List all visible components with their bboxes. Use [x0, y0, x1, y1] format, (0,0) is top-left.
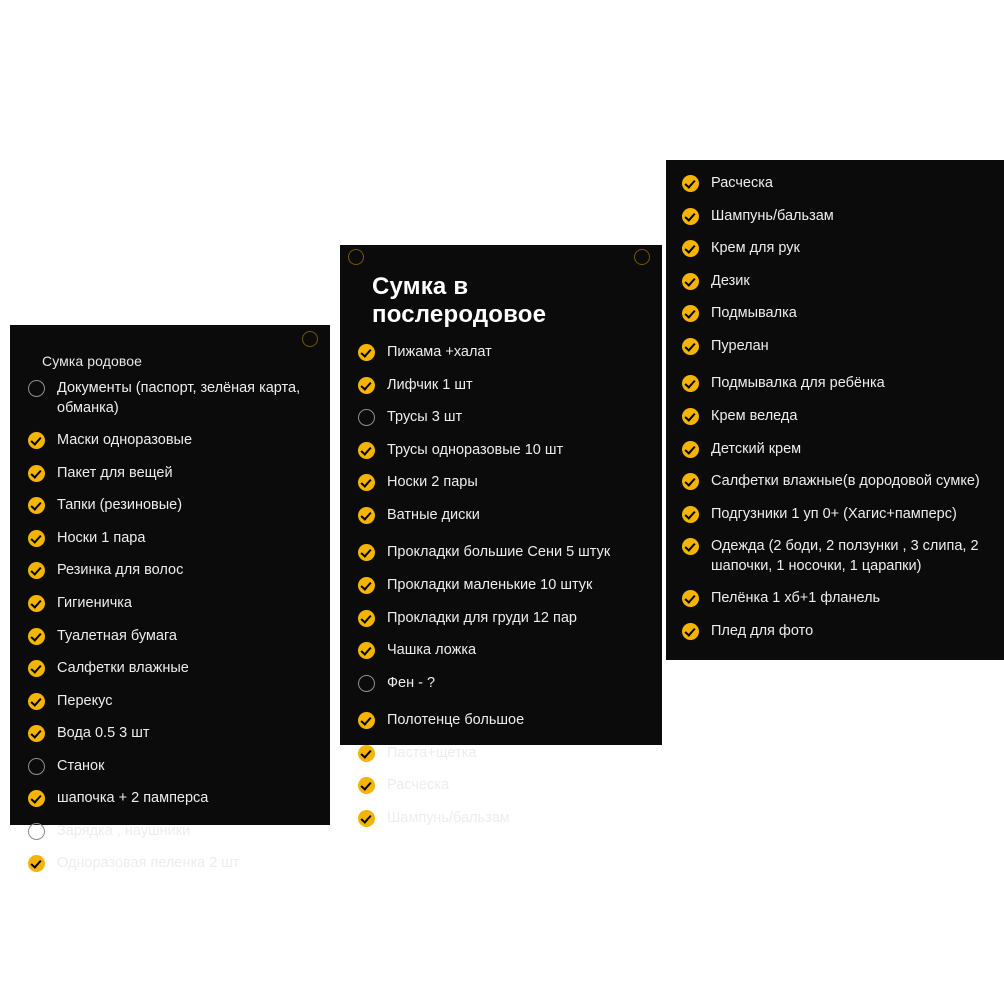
checklist-item[interactable]: [682, 337, 988, 357]
checklist-item-label: Шампунь/бальзам: [711, 207, 834, 224]
checklist-item-label: Плед для фото: [711, 622, 814, 639]
checklist-item-label: шапочка + 2 памперса: [57, 790, 209, 807]
checkbox-checked-icon[interactable]: [682, 208, 699, 225]
checkbox-checked-icon[interactable]: [28, 855, 45, 872]
checklist-item[interactable]: [28, 659, 312, 679]
checkbox-checked-icon[interactable]: [682, 473, 699, 490]
checkbox-checked-icon[interactable]: [28, 660, 45, 677]
checklist-item-label: Зарядка , наушники: [57, 822, 191, 839]
checklist-item[interactable]: [358, 543, 644, 563]
checklist-item-label: Прокладки для груди 12 пар: [387, 609, 578, 626]
checklist-item[interactable]: [682, 537, 988, 576]
checkbox-checked-icon[interactable]: [358, 442, 375, 459]
checklist-item-label: Пижама +халат: [387, 344, 492, 360]
checklist-item[interactable]: [358, 441, 644, 461]
checkbox-checked-icon[interactable]: [358, 507, 375, 524]
checkbox-checked-icon[interactable]: [682, 273, 699, 290]
checkbox-checked-icon[interactable]: [28, 530, 45, 547]
checklist-item[interactable]: [28, 724, 312, 744]
card-title: Сумка в послеродовое: [372, 273, 547, 328]
checklist-item[interactable]: [358, 376, 644, 396]
checkbox-empty-icon[interactable]: [28, 823, 45, 840]
checkbox-empty-icon[interactable]: [358, 675, 375, 692]
checklist-items: [358, 343, 644, 828]
checkbox-checked-icon[interactable]: [358, 577, 375, 594]
checkbox-checked-icon[interactable]: [682, 408, 699, 425]
checklist-item-label: Тапки (резиновые): [57, 497, 183, 514]
checkbox-checked-icon[interactable]: [682, 305, 699, 322]
checklist-item[interactable]: [682, 207, 988, 227]
checkbox-empty-icon[interactable]: [358, 409, 375, 426]
checkbox-checked-icon[interactable]: [28, 693, 45, 710]
checklist-item-label: Паста+щетка: [387, 744, 477, 761]
checklist-item-label: Пурелан: [711, 337, 769, 354]
checkbox-checked-icon[interactable]: [682, 240, 699, 257]
checklist-item-label: Туалетная бумага: [57, 627, 177, 644]
checklist-item[interactable]: [682, 472, 988, 492]
checklist-item-label: Одноразовая пеленка 2 шт: [57, 855, 240, 872]
checklist-item-label: Полотенце большое: [387, 712, 525, 729]
corner-marker-icon: [348, 249, 364, 265]
checklist-item[interactable]: [682, 440, 988, 460]
checklist-item[interactable]: [358, 809, 644, 829]
checklist-item[interactable]: [28, 379, 312, 418]
checklist-item[interactable]: [682, 174, 988, 194]
checklist-item[interactable]: [358, 641, 644, 661]
checklist-item-label: Перекус: [57, 692, 113, 709]
checklist-item-label: Носки 2 пары: [387, 474, 478, 491]
checklist-item-label: Расческа: [711, 175, 773, 191]
checklist-items: [682, 174, 988, 641]
checklist-item-label: Подмывалка: [711, 305, 797, 322]
checkbox-checked-icon[interactable]: [358, 777, 375, 794]
checklist-item-label: Дезик: [711, 272, 750, 289]
checkbox-checked-icon[interactable]: [358, 474, 375, 491]
checklist-item[interactable]: [682, 505, 988, 525]
checklist-item[interactable]: [28, 496, 312, 516]
card-title: Сумка родовое: [42, 353, 143, 369]
checklist-item[interactable]: [682, 304, 988, 324]
checklist-item[interactable]: [682, 239, 988, 259]
checklist-item-label: Пелёнка 1 хб+1 фланель: [711, 590, 881, 607]
checkbox-checked-icon[interactable]: [358, 642, 375, 659]
checklist-item[interactable]: [28, 789, 312, 809]
checklist-item[interactable]: [682, 374, 988, 394]
checklist-item[interactable]: [358, 744, 644, 764]
checkbox-checked-icon[interactable]: [28, 562, 45, 579]
checkbox-checked-icon[interactable]: [28, 432, 45, 449]
checkbox-checked-icon[interactable]: [682, 375, 699, 392]
checkbox-checked-icon[interactable]: [358, 810, 375, 827]
checkbox-checked-icon[interactable]: [358, 712, 375, 729]
checkbox-checked-icon[interactable]: [28, 497, 45, 514]
checklist-item[interactable]: [28, 464, 312, 484]
checklist-item[interactable]: [358, 674, 644, 694]
checklist-item-label: Прокладки большие Сени 5 штук: [387, 544, 611, 561]
checklist-item-label: Крем для рук: [711, 240, 800, 257]
checklist-item[interactable]: [682, 589, 988, 609]
checklist-item[interactable]: [28, 757, 312, 777]
checklist-item-label: Детский крем: [711, 440, 802, 457]
checklist-item[interactable]: [28, 594, 312, 614]
checklist-item-label: Маски одноразовые: [57, 432, 193, 449]
checkbox-checked-icon[interactable]: [358, 544, 375, 561]
checklist-card-bag-delivery[interactable]: [10, 325, 330, 872]
checklist-item[interactable]: [358, 408, 644, 428]
corner-marker-icon: [302, 331, 318, 347]
corner-marker-icon: [634, 249, 650, 265]
checklist-item-label: Одежда (2 боди, 2 ползунки , 3 слипа, 2 шапочки, 1 носочки, 1 царапки): [711, 538, 979, 574]
checklist-item-label: Фен - ?: [387, 674, 436, 691]
checkbox-checked-icon[interactable]: [682, 506, 699, 523]
checklist-item-label: Трусы одноразовые 10 шт: [387, 441, 564, 458]
checklist-item[interactable]: [358, 776, 644, 796]
checkbox-checked-icon[interactable]: [682, 538, 699, 555]
checkbox-checked-icon[interactable]: [682, 338, 699, 355]
checklist-item[interactable]: [28, 854, 312, 874]
checklist-item-label: Станок: [57, 757, 105, 774]
checkbox-checked-icon[interactable]: [28, 725, 45, 742]
checklist-item[interactable]: [682, 272, 988, 292]
checklist-item-label: Крем веледа: [711, 407, 798, 424]
checkbox-checked-icon[interactable]: [28, 595, 45, 612]
checklist-item-label: Трусы 3 шт: [387, 409, 463, 426]
checklist-item-label: Подгузники 1 уп 0+ (Хагис+памперс): [711, 505, 957, 522]
checklist-item[interactable]: [682, 407, 988, 427]
checklist-item-label: Резинка для волос: [57, 562, 184, 579]
checklist-item-label: Пакет для вещей: [57, 464, 173, 481]
checkbox-empty-icon[interactable]: [28, 380, 45, 397]
checkbox-checked-icon[interactable]: [28, 790, 45, 807]
checklist-card-bag-postpartum[interactable]: [340, 245, 662, 826]
checklist-item-label: Документы (паспорт, зелёная карта, обманка): [57, 380, 301, 416]
checklist-item-label: Гигиеничка: [57, 594, 132, 611]
checklist-item[interactable]: [28, 529, 312, 549]
checklist-item[interactable]: [28, 431, 312, 451]
checkbox-checked-icon[interactable]: [682, 175, 699, 192]
checklist-item[interactable]: [358, 343, 644, 363]
checklist-card-bag-continued[interactable]: [666, 160, 1004, 660]
checklist-item-label: Расческа: [387, 777, 449, 794]
checklist-item[interactable]: [358, 609, 644, 629]
checklist-item[interactable]: [28, 561, 312, 581]
checklist-item[interactable]: [28, 627, 312, 647]
checklist-item-label: Носки 1 пара: [57, 529, 146, 546]
checkbox-checked-icon[interactable]: [358, 377, 375, 394]
checklist-item[interactable]: [682, 622, 988, 642]
checklist-item[interactable]: [358, 506, 644, 526]
checklist-item[interactable]: [358, 711, 644, 731]
checkbox-empty-icon[interactable]: [28, 758, 45, 775]
checkbox-checked-icon[interactable]: [682, 441, 699, 458]
checkbox-checked-icon[interactable]: [682, 623, 699, 640]
checklist-item-label: Ватные диски: [387, 506, 480, 523]
checklist-item[interactable]: [28, 822, 312, 842]
checklist-item[interactable]: [28, 692, 312, 712]
checklist-item-label: Лифчик 1 шт: [387, 376, 473, 393]
checklist-item-label: Салфетки влажные: [57, 660, 189, 677]
checkbox-checked-icon[interactable]: [358, 745, 375, 762]
checklist-item-label: Чашка ложка: [387, 642, 477, 659]
checkbox-checked-icon[interactable]: [358, 344, 375, 361]
checklist-item[interactable]: [358, 576, 644, 596]
checkbox-checked-icon[interactable]: [682, 590, 699, 607]
checklist-item-label: Подмывалка для ребёнка: [711, 375, 885, 392]
checklist-items: [28, 379, 312, 874]
checklist-item[interactable]: [358, 473, 644, 493]
checklist-item-label: Вода 0.5 3 шт: [57, 725, 150, 742]
checklist-item-label: Прокладки маленькие 10 штук: [387, 576, 593, 593]
checkbox-checked-icon[interactable]: [28, 628, 45, 645]
checklist-item-label: Шампунь/бальзам: [387, 809, 510, 826]
checklist-item-label: Салфетки влажные(в дородовой сумке): [711, 473, 980, 490]
checkbox-checked-icon[interactable]: [358, 610, 375, 627]
checkbox-checked-icon[interactable]: [28, 465, 45, 482]
